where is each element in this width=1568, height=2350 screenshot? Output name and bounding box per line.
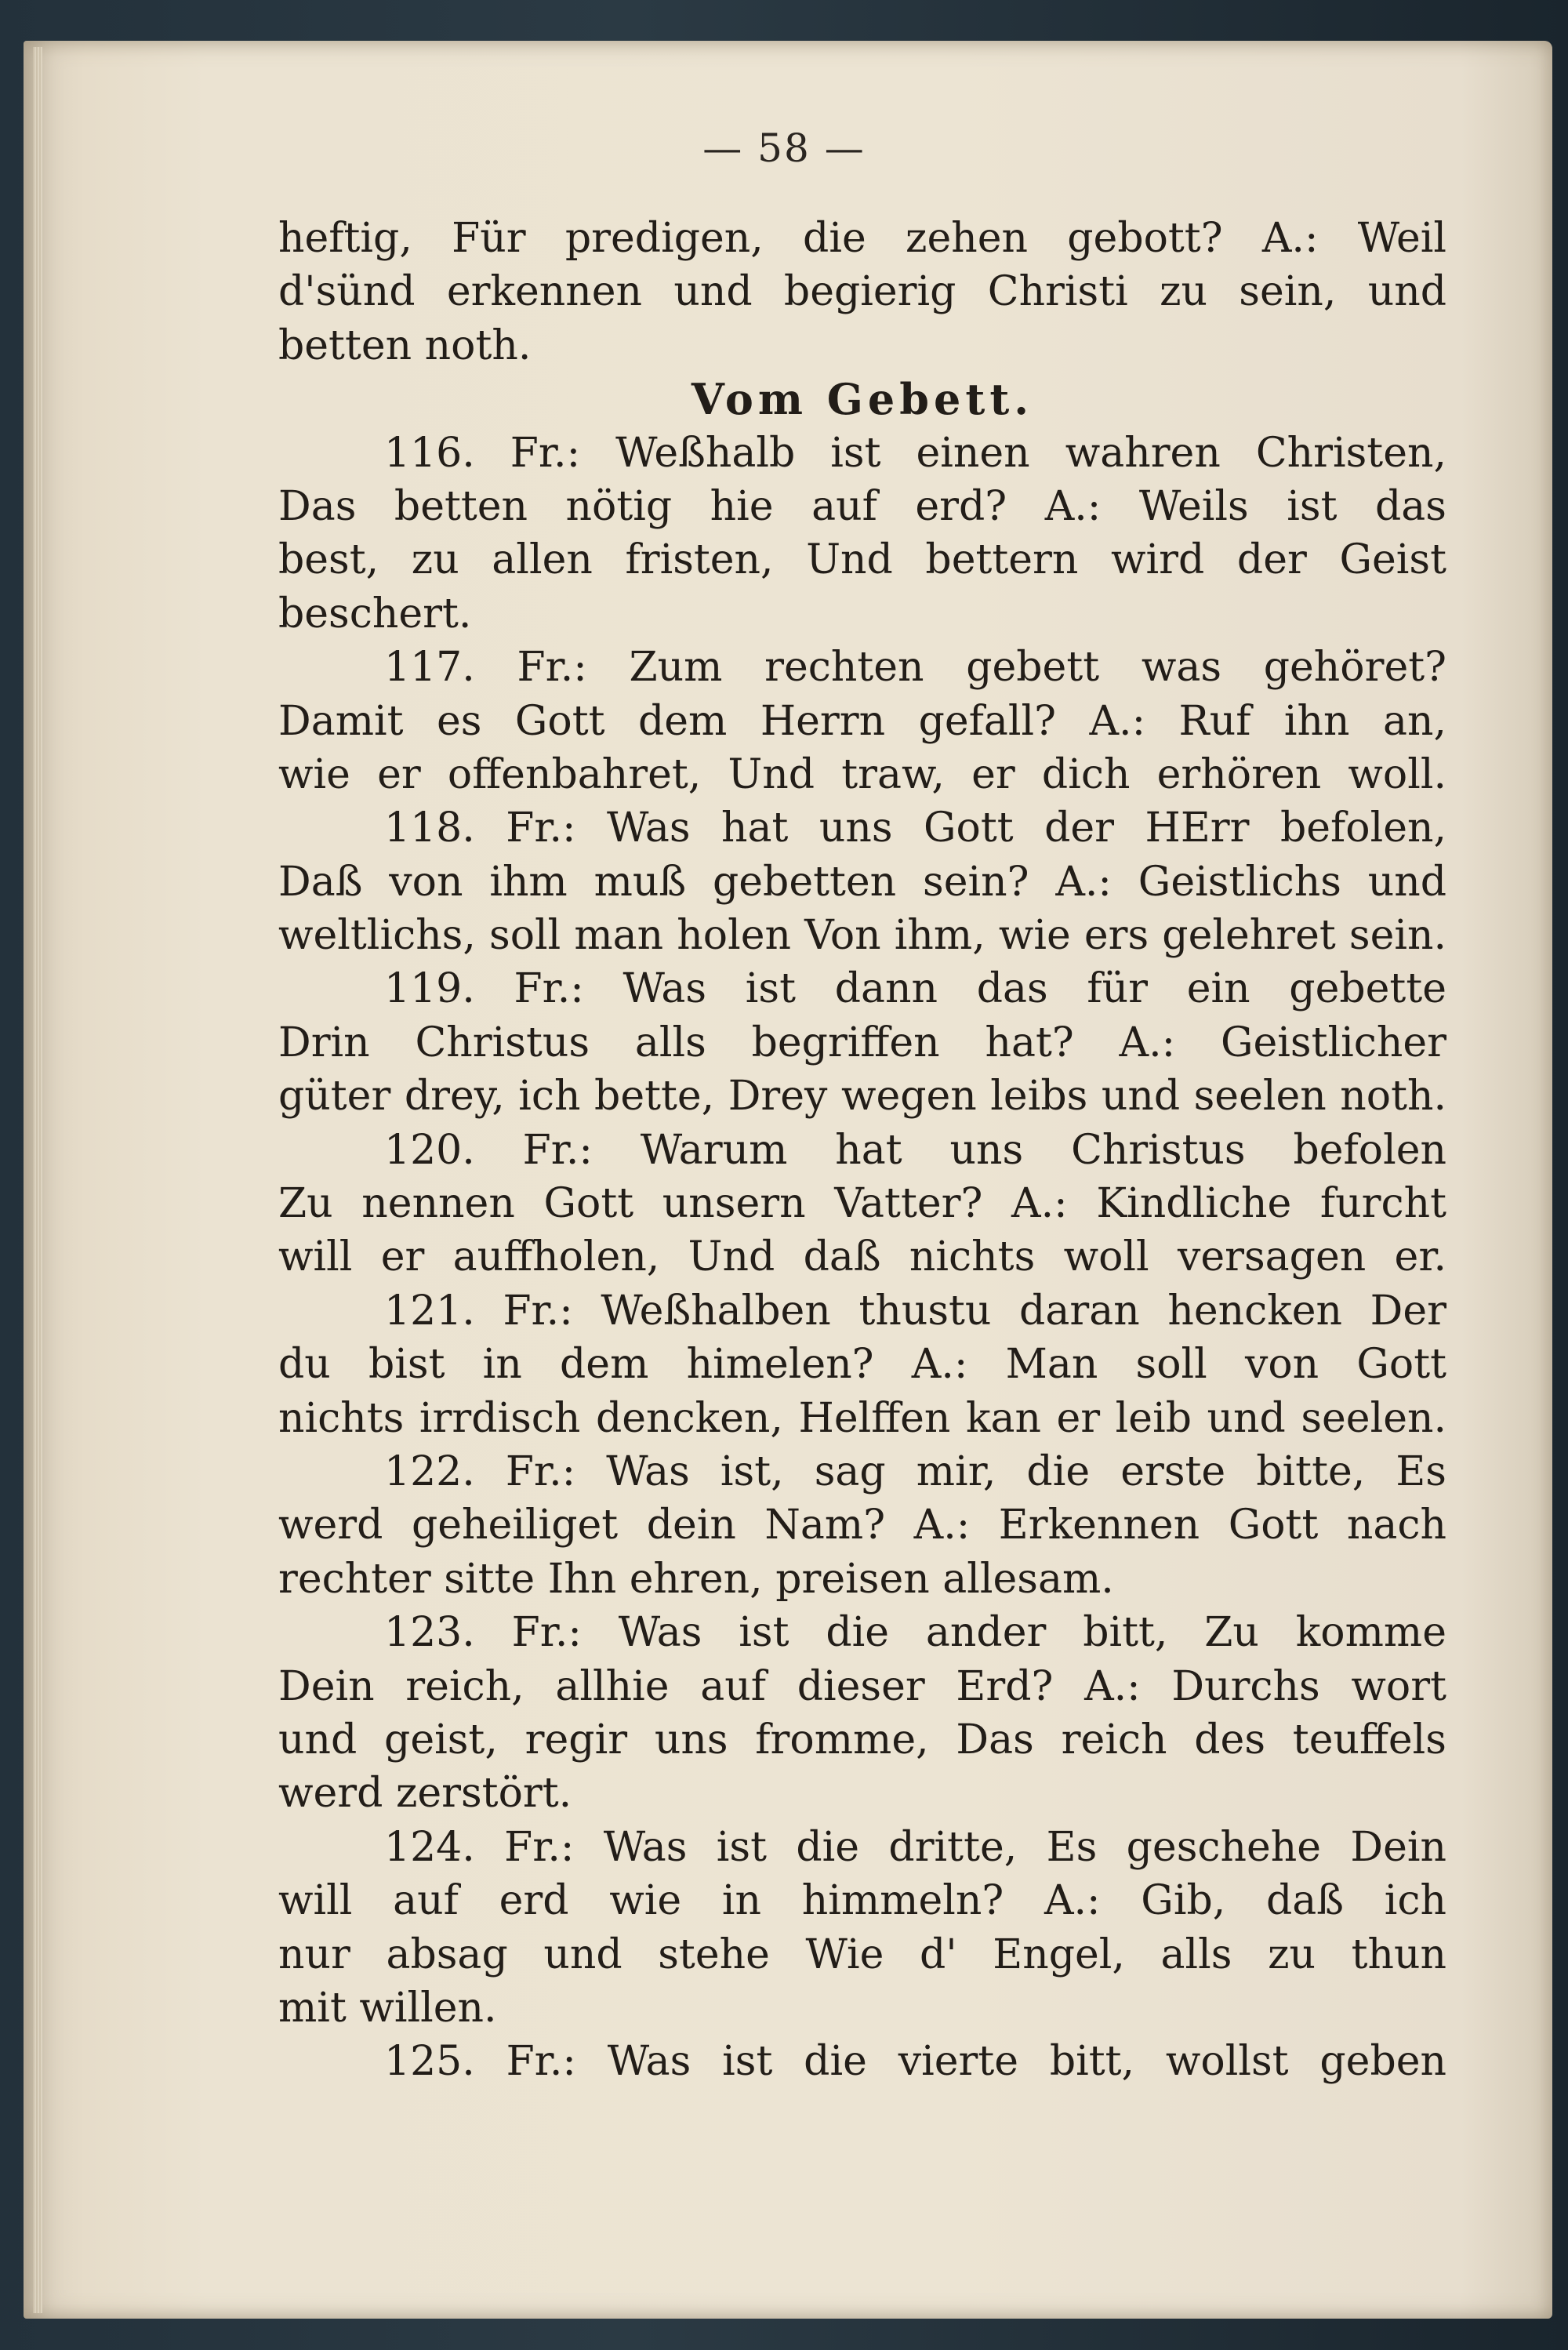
text-line: du bist in dem himelen? A.: Man soll von Gott: [278, 1341, 1446, 1389]
text-line: und geist, regir uns fromme, Das reich des teuffels: [278, 1716, 1446, 1763]
question-line: 120. Fr.: Warum hat uns Christus befolen: [384, 1126, 1446, 1174]
text-line: weltlichs, soll man holen Von ihm, wie ers gelehret sein.: [278, 912, 1446, 960]
text-line: werd zerstört.: [278, 1770, 572, 1818]
text-line: güter drey, ich bette, Drey wegen leibs und seelen noth.: [278, 1073, 1446, 1121]
text-line: betten noth.: [278, 321, 532, 369]
page-text: [278, 212, 1446, 2089]
text-line: mit willen.: [278, 1984, 497, 2032]
question-line: 124. Fr.: Was ist die dritte, Es geschehe Dein: [384, 1823, 1446, 1871]
question-line: 119. Fr.: Was ist dann das für ein gebette: [384, 965, 1446, 1013]
text-line: Dein reich, allhie auf dieser Erd? A.: Durchs wort: [278, 1662, 1446, 1710]
text-line: wie er offenbahret, Und traw, er dich erhören woll.: [278, 750, 1446, 798]
text-line: Drin Christus alls begriffen hat? A.: Geistlicher: [278, 1019, 1446, 1066]
text-line: Daß von ihm muß gebetten sein? A.: Geistlichs und: [278, 858, 1446, 906]
text-line: heftig, Für predigen, die zehen gebott? A.: Weil: [278, 215, 1446, 262]
text-line: d'sünd erkennen und begierig Christi zu sein, und: [278, 268, 1446, 316]
question-line: 125. Fr.: Was ist die vierte bitt, wollst geben: [384, 2038, 1446, 2086]
question-line: 123. Fr.: Was ist die ander bitt, Zu komme: [384, 1609, 1446, 1657]
question-line: 118. Fr.: Was hat uns Gott der HErr befolen,: [384, 805, 1446, 852]
text-line: nur absag und stehe Wie d' Engel, alls zu thun: [278, 1930, 1446, 1978]
text-line: nichts irrdisch dencken, Helffen kan er leib und seelen.: [278, 1394, 1446, 1442]
text-line: rechter sitte Ihn ehren, preisen allesam.: [278, 1555, 1114, 1603]
text-line: will er auffholen, Und daß nichts woll versagen er.: [278, 1233, 1446, 1281]
text-line: best, zu allen fristen, Und bettern wird der Geist: [278, 536, 1446, 584]
text-line: will auf erd wie in himmeln? A.: Gib, daß ich: [278, 1877, 1446, 1925]
text-line: Damit es Gott dem Herrn gefall? A.: Ruf ihn an,: [278, 697, 1446, 745]
text-line: Das betten nötig hie auf erd? A.: Weils ist das: [278, 482, 1446, 530]
question-line: 121. Fr.: Weßhalben thustu daran hencken Der: [384, 1287, 1446, 1335]
text-line: werd geheiliget dein Nam? A.: Erkennen Gott nach: [278, 1502, 1446, 1549]
text-line: beschert.: [278, 590, 472, 637]
page-number: — 58 —: [702, 125, 866, 171]
text-line: Zu nennen Gott unsern Vatter? A.: Kindliche furcht: [278, 1180, 1446, 1228]
question-line: 122. Fr.: Was ist, sag mir, die erste bitte, Es: [384, 1447, 1446, 1495]
question-line: 116. Fr.: Weßhalb ist einen wahren Christen,: [384, 429, 1446, 477]
section-heading: Vom Gebett.: [691, 374, 1034, 425]
page-gutter-edge: [33, 47, 42, 2313]
question-line: 117. Fr.: Zum rechten gebett was gehöret?: [384, 644, 1446, 692]
